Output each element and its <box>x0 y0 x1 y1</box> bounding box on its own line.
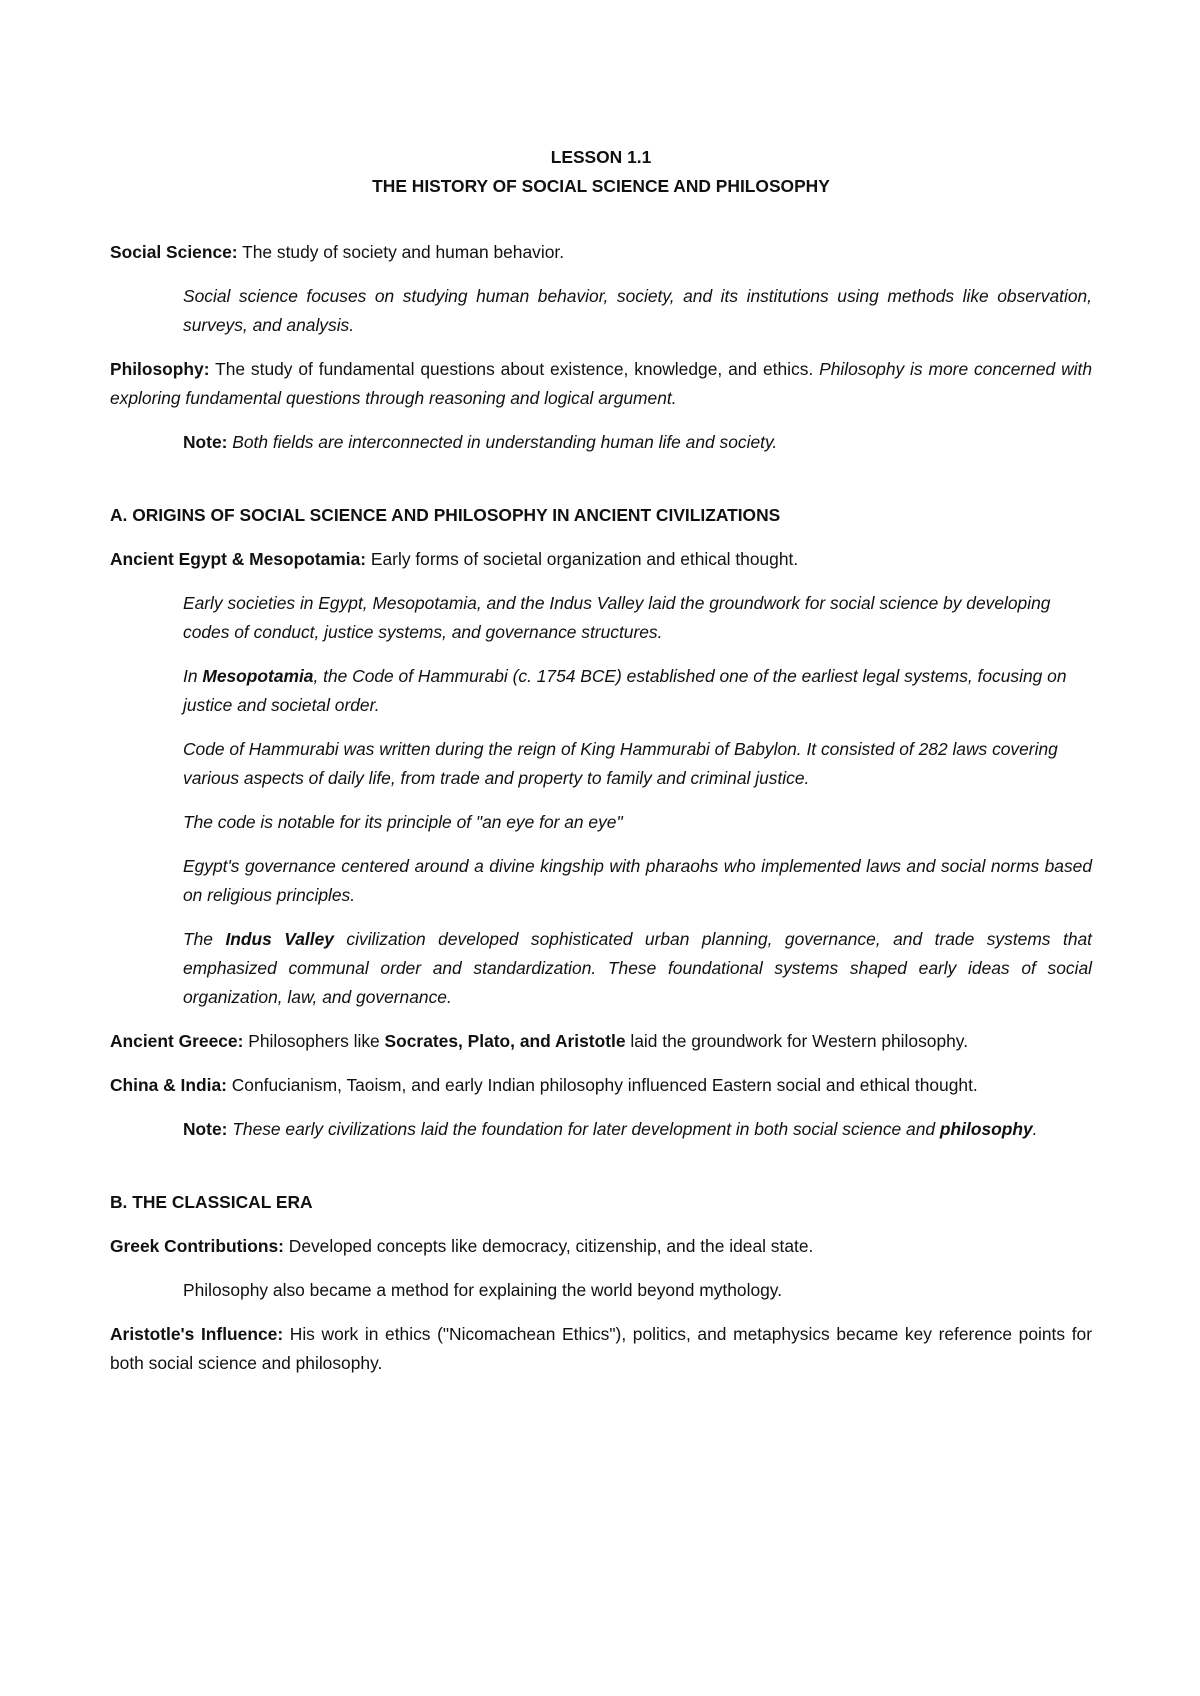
philosophy-definition <box>110 355 1092 413</box>
code-of-hammurabi-paragraph: Code of Hammurabi was written during the reign of King Hammurabi of Babylon. It consisted of 282 laws covering various aspects of daily life, from trade and property to family and criminal justice. <box>183 739 1058 788</box>
social-science-def: The study of society and human behavior. <box>237 242 565 262</box>
china-india-term: China & India: <box>110 1075 227 1095</box>
egypt-mesopotamia-definition <box>110 545 1092 574</box>
indus-valley-bold: Indus Valley <box>225 929 334 949</box>
hammurabi-pre: In <box>183 666 203 686</box>
ancient-greece-definition <box>110 1027 1092 1056</box>
ancient-greece-pre: Philosophers like <box>243 1031 385 1051</box>
indus-post: civilization developed sophisticated urban planning, governance, and trade systems that emphasized communal order and standardization. These foundational systems shaped early ideas of social organization, law, and governance. <box>183 929 1092 1007</box>
social-science-definition <box>110 238 1092 267</box>
section-a-heading: A. ORIGINS OF SOCIAL SCIENCE AND PHILOSOPHY IN ANCIENT CIVILIZATIONS <box>110 505 781 525</box>
ancient-greece-term: Ancient Greece: <box>110 1031 244 1051</box>
philosophers-bold: Socrates, Plato, and Aristotle <box>384 1031 626 1051</box>
china-india-definition <box>110 1071 1092 1100</box>
social-science-note: Social science focuses on studying human behavior, society, and its institutions using methods like observation, surveys, and analysis. <box>183 286 1092 335</box>
china-india-def: Confucianism, Taoism, and early Indian philosophy influenced Eastern social and ethical thought. <box>226 1075 978 1095</box>
social-science-term: Social Science: <box>110 242 238 262</box>
philosophy-bold: philosophy <box>939 1119 1033 1139</box>
section-b-heading: B. THE CLASSICAL ERA <box>110 1192 313 1212</box>
section-a-note-label: Note: <box>183 1119 228 1139</box>
egypt-governance-paragraph: Egypt's governance centered around a divine kingship with pharaohs who implemented laws and social norms based on religious principles. <box>183 856 1092 905</box>
section-a-note <box>110 1115 1092 1144</box>
indus-pre: The <box>183 929 226 949</box>
eye-for-an-eye-paragraph: The code is notable for its principle of "an eye for an eye" <box>183 812 623 832</box>
egypt-mesopotamia-def: Early forms of societal organization and ethical thought. <box>366 549 799 569</box>
lesson-title: THE HISTORY OF SOCIAL SCIENCE AND PHILOSOPHY <box>372 176 830 196</box>
egypt-mesopotamia-term: Ancient Egypt & Mesopotamia: <box>110 549 367 569</box>
greek-contributions-def: Developed concepts like democracy, citizenship, and the ideal state. <box>283 1236 814 1256</box>
ancient-greece-post: laid the groundwork for Western philosophy. <box>625 1031 969 1051</box>
lesson-number: LESSON 1.1 <box>550 147 652 167</box>
philosophy-italic: Philosophy is more concerned with exploring fundamental questions through reasoning and logical argument. <box>110 359 1093 408</box>
intro-note-text: Both fields are interconnected in understanding human life and society. <box>227 432 778 452</box>
aristotle-influence-definition <box>110 1320 1092 1378</box>
greek-contributions-definition <box>110 1232 1092 1261</box>
hammurabi-paragraph <box>110 662 1092 720</box>
section-a-note-end: . <box>1032 1119 1038 1139</box>
indus-valley-paragraph <box>110 925 1092 1012</box>
hammurabi-post: , the Code of Hammurabi (c. 1754 BCE) established one of the earliest legal systems, focusing on justice and societal order. <box>183 666 1067 715</box>
greek-contributions-term: Greek Contributions: <box>110 1236 284 1256</box>
intro-note <box>110 428 1092 457</box>
mesopotamia-bold: Mesopotamia <box>202 666 314 686</box>
philosophy-def: The study of fundamental questions about existence, knowledge, and ethics. <box>209 359 820 379</box>
section-a-note-text: These early civilizations laid the foundation for later development in both social science and <box>227 1119 940 1139</box>
philosophy-term: Philosophy: <box>110 359 210 379</box>
intro-note-label: Note: <box>183 432 228 452</box>
greek-contributions-note: Philosophy also became a method for explaining the world beyond mythology. <box>183 1280 783 1300</box>
early-societies-paragraph: Early societies in Egypt, Mesopotamia, and the Indus Valley laid the groundwork for social science by developing codes of conduct, justice systems, and governance structures. <box>183 593 1051 642</box>
aristotle-influence-term: Aristotle's Influence: <box>110 1324 284 1344</box>
aristotle-influence-def: His work in ethics ("Nicomachean Ethics"), politics, and metaphysics became key reference points for both social science and philosophy. <box>110 1324 1093 1373</box>
